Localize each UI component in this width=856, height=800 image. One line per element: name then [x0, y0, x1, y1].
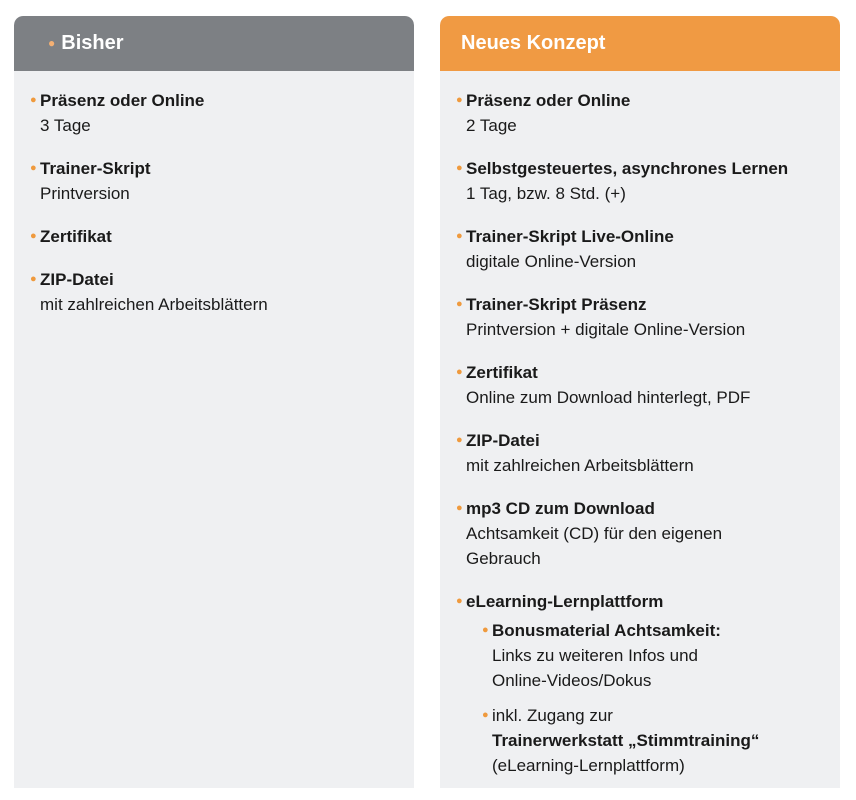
- bullet-icon: ●: [456, 162, 463, 174]
- item-title: Selbstgesteuertes, asynchrones Lernen: [466, 159, 789, 178]
- column-title: Bisher: [61, 32, 124, 54]
- item-title: Präsenz oder Online: [40, 91, 205, 110]
- item-title: Zertifikat: [40, 227, 112, 246]
- list-item: [456, 292, 840, 342]
- list-item: [456, 224, 840, 274]
- bullet-icon: ●: [456, 595, 463, 607]
- list-item: [30, 267, 414, 317]
- item-title: Bonusmaterial Achtsamkeit:: [492, 621, 721, 640]
- item-title: Trainer-Skript: [40, 159, 151, 178]
- column-neues-konzept: [440, 16, 840, 788]
- list-item: [456, 156, 840, 206]
- column-title: Neues Konzept: [461, 32, 606, 54]
- column-header-neues-konzept: [440, 16, 840, 71]
- item-desc: 3 Tage: [40, 116, 91, 135]
- item-desc: (eLearning-Lernplattform): [492, 756, 685, 775]
- item-title: Zertifikat: [466, 363, 538, 382]
- bullet-icon: ●: [30, 230, 37, 242]
- list-item: [30, 88, 414, 138]
- column-bisher: [14, 16, 414, 788]
- item-title: Trainer-Skript Präsenz: [466, 295, 647, 314]
- column-header-bisher: [14, 16, 414, 71]
- sub-list: [466, 618, 840, 778]
- list-item: [456, 428, 840, 478]
- item-desc: Online-Videos/Dokus: [492, 671, 652, 690]
- item-desc: digitale Online-Version: [466, 252, 637, 271]
- bullet-icon: ●: [456, 230, 463, 242]
- item-desc: 1 Tag, bzw. 8 Std. (+): [466, 184, 626, 203]
- item-desc: Achtsamkeit (CD) für den eigenen: [466, 524, 723, 543]
- item-desc: Links zu weiteren Infos und: [492, 646, 699, 665]
- bullet-icon: ●: [482, 709, 489, 721]
- sub-list-item: [482, 703, 840, 778]
- item-title: Trainer-Skript Live-Online: [466, 227, 674, 246]
- feature-list: [440, 71, 840, 778]
- item-title: Präsenz oder Online: [466, 91, 631, 110]
- item-desc: Printversion + digitale Online-Version: [466, 320, 746, 339]
- list-item: [456, 88, 840, 138]
- item-desc: Printversion: [40, 184, 130, 203]
- item-desc: mit zahlreichen Arbeitsblättern: [40, 295, 268, 314]
- bullet-icon: ●: [30, 94, 37, 106]
- item-desc: 2 Tage: [466, 116, 517, 135]
- item-desc: inkl. Zugang zur: [492, 706, 613, 725]
- list-item: [456, 589, 840, 778]
- bullet-icon: ●: [456, 94, 463, 106]
- item-title: eLearning-Lernplattform: [466, 592, 664, 611]
- bullet-icon: ●: [456, 502, 463, 514]
- item-desc: Gebrauch: [466, 549, 541, 568]
- item-desc: mit zahlreichen Arbeitsblättern: [466, 456, 694, 475]
- sub-list-item: [482, 618, 840, 693]
- list-item: [30, 224, 414, 249]
- bullet-icon: ●: [456, 298, 463, 310]
- item-title: mp3 CD zum Download: [466, 499, 655, 518]
- list-item: [456, 496, 840, 571]
- bullet-icon: ●: [48, 35, 56, 50]
- item-desc: Online zum Download hinterlegt, PDF: [466, 388, 751, 407]
- bullet-icon: ●: [482, 624, 489, 636]
- bullet-icon: ●: [30, 162, 37, 174]
- bullet-icon: ●: [456, 366, 463, 378]
- list-item: [456, 360, 840, 410]
- item-title: ZIP-Datei: [40, 270, 114, 289]
- list-item: [30, 156, 414, 206]
- feature-list: [14, 71, 414, 317]
- item-title: ZIP-Datei: [466, 431, 540, 450]
- bullet-icon: ●: [30, 273, 37, 285]
- item-title: Trainerwerkstatt „Stimmtraining“: [492, 731, 760, 750]
- bullet-icon: ●: [456, 434, 463, 446]
